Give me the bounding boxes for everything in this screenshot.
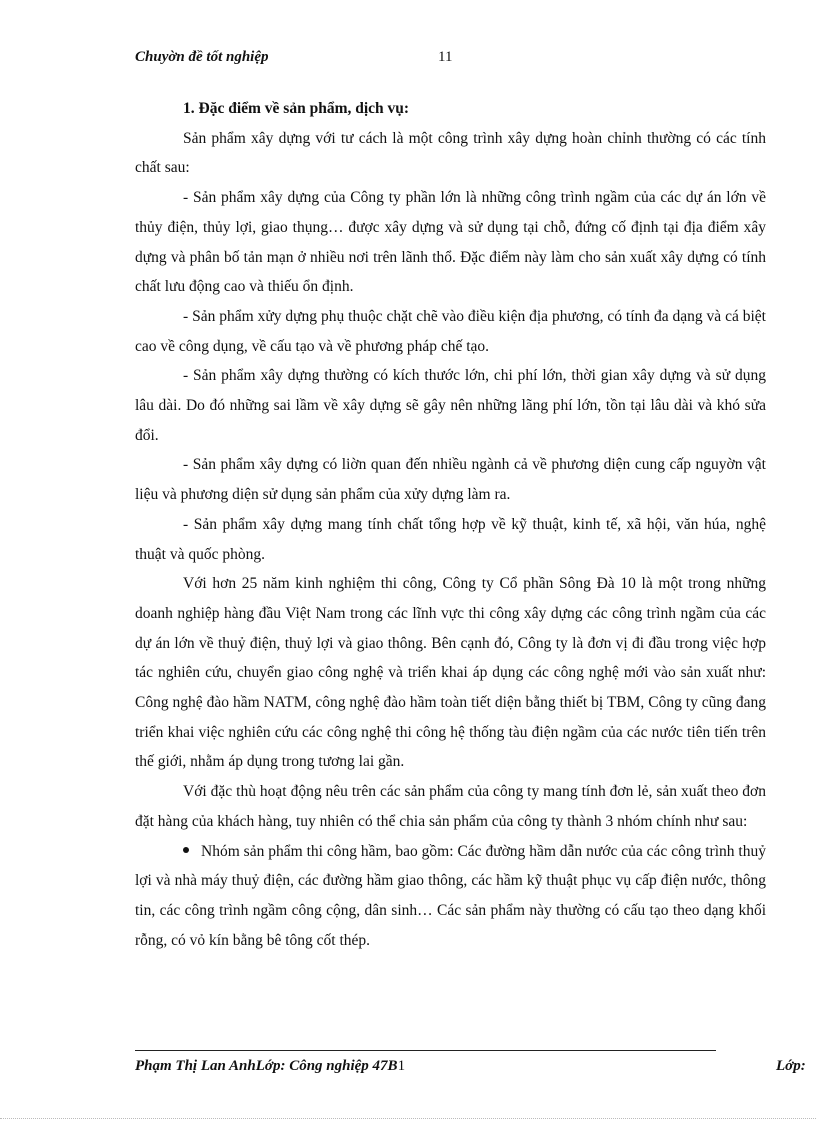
bullet-text: Nhóm sản phẩm thi công hầm, bao gồm: Các đường hầm dẫn nước của các công trình thuỷ lợi và nhà máy thuỷ điện, các đường hầm giao thông, các hầm kỹ thuật phục vụ cấp điện nước, thông tin, các công trình ngầm công cộng, dân sinh… Các sản phẩm này thường có cấu tạo theo dạng khối rỗng, có vỏ kín bằng bê tông cốt thép.	[135, 842, 766, 949]
document-body	[135, 94, 766, 955]
paragraph: - Sản phẩm xây dựng mang tính chất tổng hợp về kỹ thuật, kinh tế, xã hội, văn húa, nghệ thuật và quốc phòng.	[135, 515, 766, 563]
header-title: Chuyờn đề tốt nghiệp	[135, 49, 269, 65]
bullet-item	[135, 837, 766, 956]
section-heading: 1. Đặc điểm về sản phẩm, dịch vụ:	[183, 100, 410, 117]
paragraph: Với hơn 25 năm kinh nghiệm thi công, Công ty Cổ phần Sông Đà 10 là một trong những doanh nghiệp hàng đầu Việt Nam trong các lĩnh vực thi công xây dựng các công trình ngầm của các dự án lớn về thuỷ điện, thuỷ lợi và giao thông. Bên cạnh đó, Công ty là đơn vị đi đầu trong việc hợp tác nghiên cứu, chuyển giao công nghệ và triển khai áp dụng các công nghệ mới vào sản xuất như: Công nghệ đào hầm NATM, công nghệ đào hầm toàn tiết diện bằng thiết bị TBM, Công ty cũng đang triển khai việc nghiên cứu các công nghệ thi công hệ thống tàu điện ngầm của các nước tiên tiến trên thế giới, nhằm áp dụng trong tương lai gần.	[135, 575, 766, 771]
paragraph: - Sản phẩm xửy dựng phụ thuộc chặt chẽ vào điều kiện địa phương, có tính đa dạng và cá biệt cao về công dụng, về cấu tạo và về phương pháp chế tạo.	[135, 307, 766, 355]
paragraph: - Sản phẩm xây dựng của Công ty phần lớn là những công trình ngầm của các dự án lớn về thủy điện, thủy lợi, giao thụng… được xây dựng và sử dụng tại chỗ, đứng cố định tại địa điểm xây dựng và phân bố tản mạn ở nhiều nơi trên lãnh thổ. Đặc điểm này làm cho sản xuất xây dựng có tính chất lưu động cao và thiếu ổn định.	[135, 189, 766, 296]
paragraph: Sản phẩm xây dựng với tư cách là một công trình xây dựng hoàn chỉnh thường có các tính chất sau:	[135, 129, 766, 177]
footer-author-suffix: 1	[397, 1058, 406, 1074]
bullet-icon	[183, 847, 189, 853]
paragraph: - Sản phẩm xây dựng có liờn quan đến nhiều ngành cả về phương diện cung cấp nguyờn vật liệu và phương diện sử dụng sản phẩm của xửy dựng làm ra.	[135, 456, 766, 504]
page-bottom-border	[0, 1118, 816, 1119]
footer-divider	[135, 1050, 716, 1051]
paragraph: Với đặc thù hoạt động nêu trên các sản phẩm của công ty mang tính đơn lẻ, sản xuất theo đơn đặt hàng của khách hàng, tuy nhiên có thể chia sản phẩm của công ty thành 3 nhóm chính như sau:	[135, 783, 766, 830]
footer-author-text: Phạm Thị Lan AnhLớp: Công nghiệp 47B	[135, 1058, 398, 1074]
footer-class-label: Lớp:	[776, 1058, 806, 1074]
page-number: 11	[438, 49, 453, 65]
paragraph: - Sản phẩm xây dựng thường có kích thước lớn, chi phí lớn, thời gian xây dựng và sử dụng lâu dài. Do đó những sai lầm về xây dựng sẽ gây nên những lãng phí lớn, tồn tại lâu dài và khó sửa đổi.	[135, 367, 766, 444]
footer-author	[135, 1058, 405, 1075]
